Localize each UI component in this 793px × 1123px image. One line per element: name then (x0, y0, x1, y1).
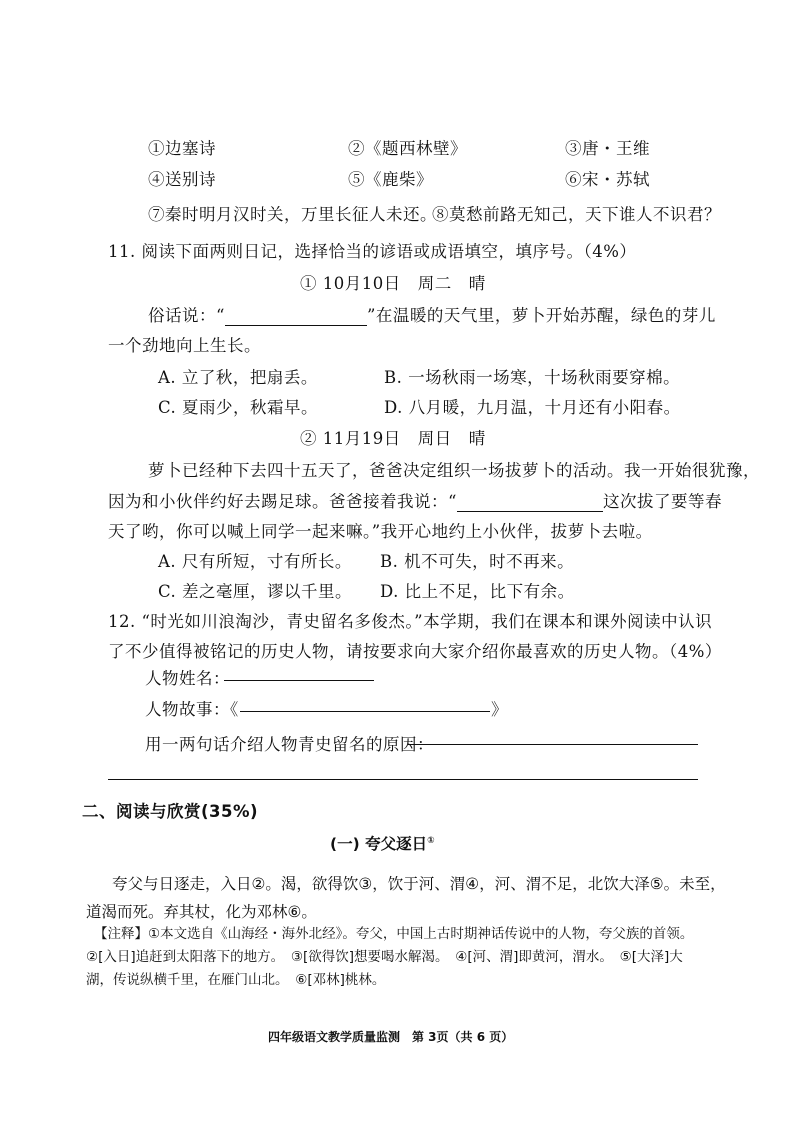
diary2-line2 (108, 488, 722, 512)
reason-label: 用一两句话介绍人物青史留名的原因： (145, 735, 434, 754)
diary1-option-b: B. 一场秋雨一场寒，十场秋雨要穿棉。 (384, 368, 681, 387)
diary2-line1: 萝卜已经种下去四十五天了，爸爸决定组织一场拔萝卜的活动。我一开始很犹豫， (148, 461, 760, 480)
reason-field-line2[interactable] (108, 779, 698, 780)
diary1-line2: 一个劲地向上生长。 (108, 336, 261, 355)
page-footer: 四年级语文教学质量监测 第 3页（共 6 页） (268, 1030, 514, 1044)
diary2-line3: 天了哟，你可以喊上同学一起来嘛。”我开心地约上小伙伴，拔萝卜去啦。 (108, 522, 653, 541)
diary1-option-c: C. 夏雨少，秋霜早。 (158, 398, 319, 417)
story-label: 人物故事：《 (145, 700, 239, 719)
passage-line1: 夸父与日逐走，入日②。渴，欲得饮③，饮于河、渭④，河、渭不足，北饮大泽⑤。未至， (112, 875, 726, 893)
option-2: ②《题西林壁》 (348, 139, 467, 158)
note-line1: 【注释】①本文选自《山海经・海外北经》。夸父，中国上古时期神话传说中的人物，夸父族的首领。 (94, 926, 694, 942)
note-line2: ②[入日]追赶到太阳落下的地方。 ③[欲得饮]想要喝水解渴。 ④[河、渭]即黄河，渭水。 ⑤[大泽]大 (86, 949, 683, 965)
section-heading: 二、阅读与欣赏(35%) (82, 802, 259, 821)
diary2-header: ② 11月19日 周日 晴 (300, 429, 486, 448)
diary2-option-c: C. 差之毫厘，谬以千里。 (158, 582, 353, 601)
diary1-line1 (148, 302, 716, 326)
option-3: ③唐・王维 (565, 139, 650, 158)
diary1-option-a: A. 立了秋，把扇丢。 (158, 368, 318, 387)
diary1-pre: 俗话说：“ (148, 306, 225, 325)
passage-title-note: ① (427, 835, 435, 846)
diary2-post: 这次拔了要等春 (602, 492, 722, 511)
passage-title-text: (一) 夸父逐日 (330, 835, 428, 853)
diary2-option-a: A. 尺有所短，寸有所长。 (158, 552, 352, 571)
name-label: 人物姓名： (145, 669, 230, 688)
reason-field[interactable] (408, 744, 698, 745)
option-1: ①边塞诗 (148, 139, 216, 158)
q11-stem: 11. 阅读下面两则日记，选择恰当的谚语或成语填空，填序号。（4%） (108, 242, 637, 261)
option-8: ⑧莫愁前路无知己，天下谁人不识君？ (432, 205, 721, 224)
option-6: ⑥宋・苏轼 (565, 170, 650, 189)
q12-line2: 了不少值得被铭记的历史人物，请按要求向大家介绍你最喜欢的历史人物。（4%） (108, 642, 722, 661)
note-line3: 湖，传说纵横千里，在雁门山北。 ⑥[邓林]桃林。 (86, 972, 386, 988)
passage-line2: 道渴而死。弃其杖，化为邓林⑥。 (86, 903, 317, 921)
option-5: ⑤《鹿柴》 (348, 170, 433, 189)
option-7: ⑦秦时明月汉时关，万里长征人未还。 (148, 205, 437, 224)
story-close: 》 (491, 700, 508, 719)
story-field[interactable] (240, 711, 490, 712)
diary1-header: ① 10月10日 周二 晴 (300, 274, 486, 293)
diary2-option-d: D. 比上不足，比下有余。 (380, 582, 575, 601)
answer-blank-2[interactable] (457, 493, 603, 512)
answer-blank-1[interactable] (225, 307, 367, 326)
diary2-pre: 因为和小伙伴约好去踢足球。爸爸接着我说：“ (108, 492, 457, 511)
diary1-post: ”在温暖的天气里，萝卜开始苏醒，绿色的芽儿 (366, 306, 716, 325)
option-4: ④送别诗 (148, 170, 216, 189)
diary1-option-d: D. 八月暖，九月温，十月还有小阳春。 (384, 398, 681, 417)
name-field[interactable] (224, 680, 374, 681)
q12-line1: 12. “时光如川浪淘沙，青史留名多俊杰。”本学期，我们在课本和课外阅读中认识 (108, 612, 713, 631)
passage-title (330, 832, 435, 854)
diary2-option-b: B. 机不可失，时不再来。 (380, 552, 575, 571)
